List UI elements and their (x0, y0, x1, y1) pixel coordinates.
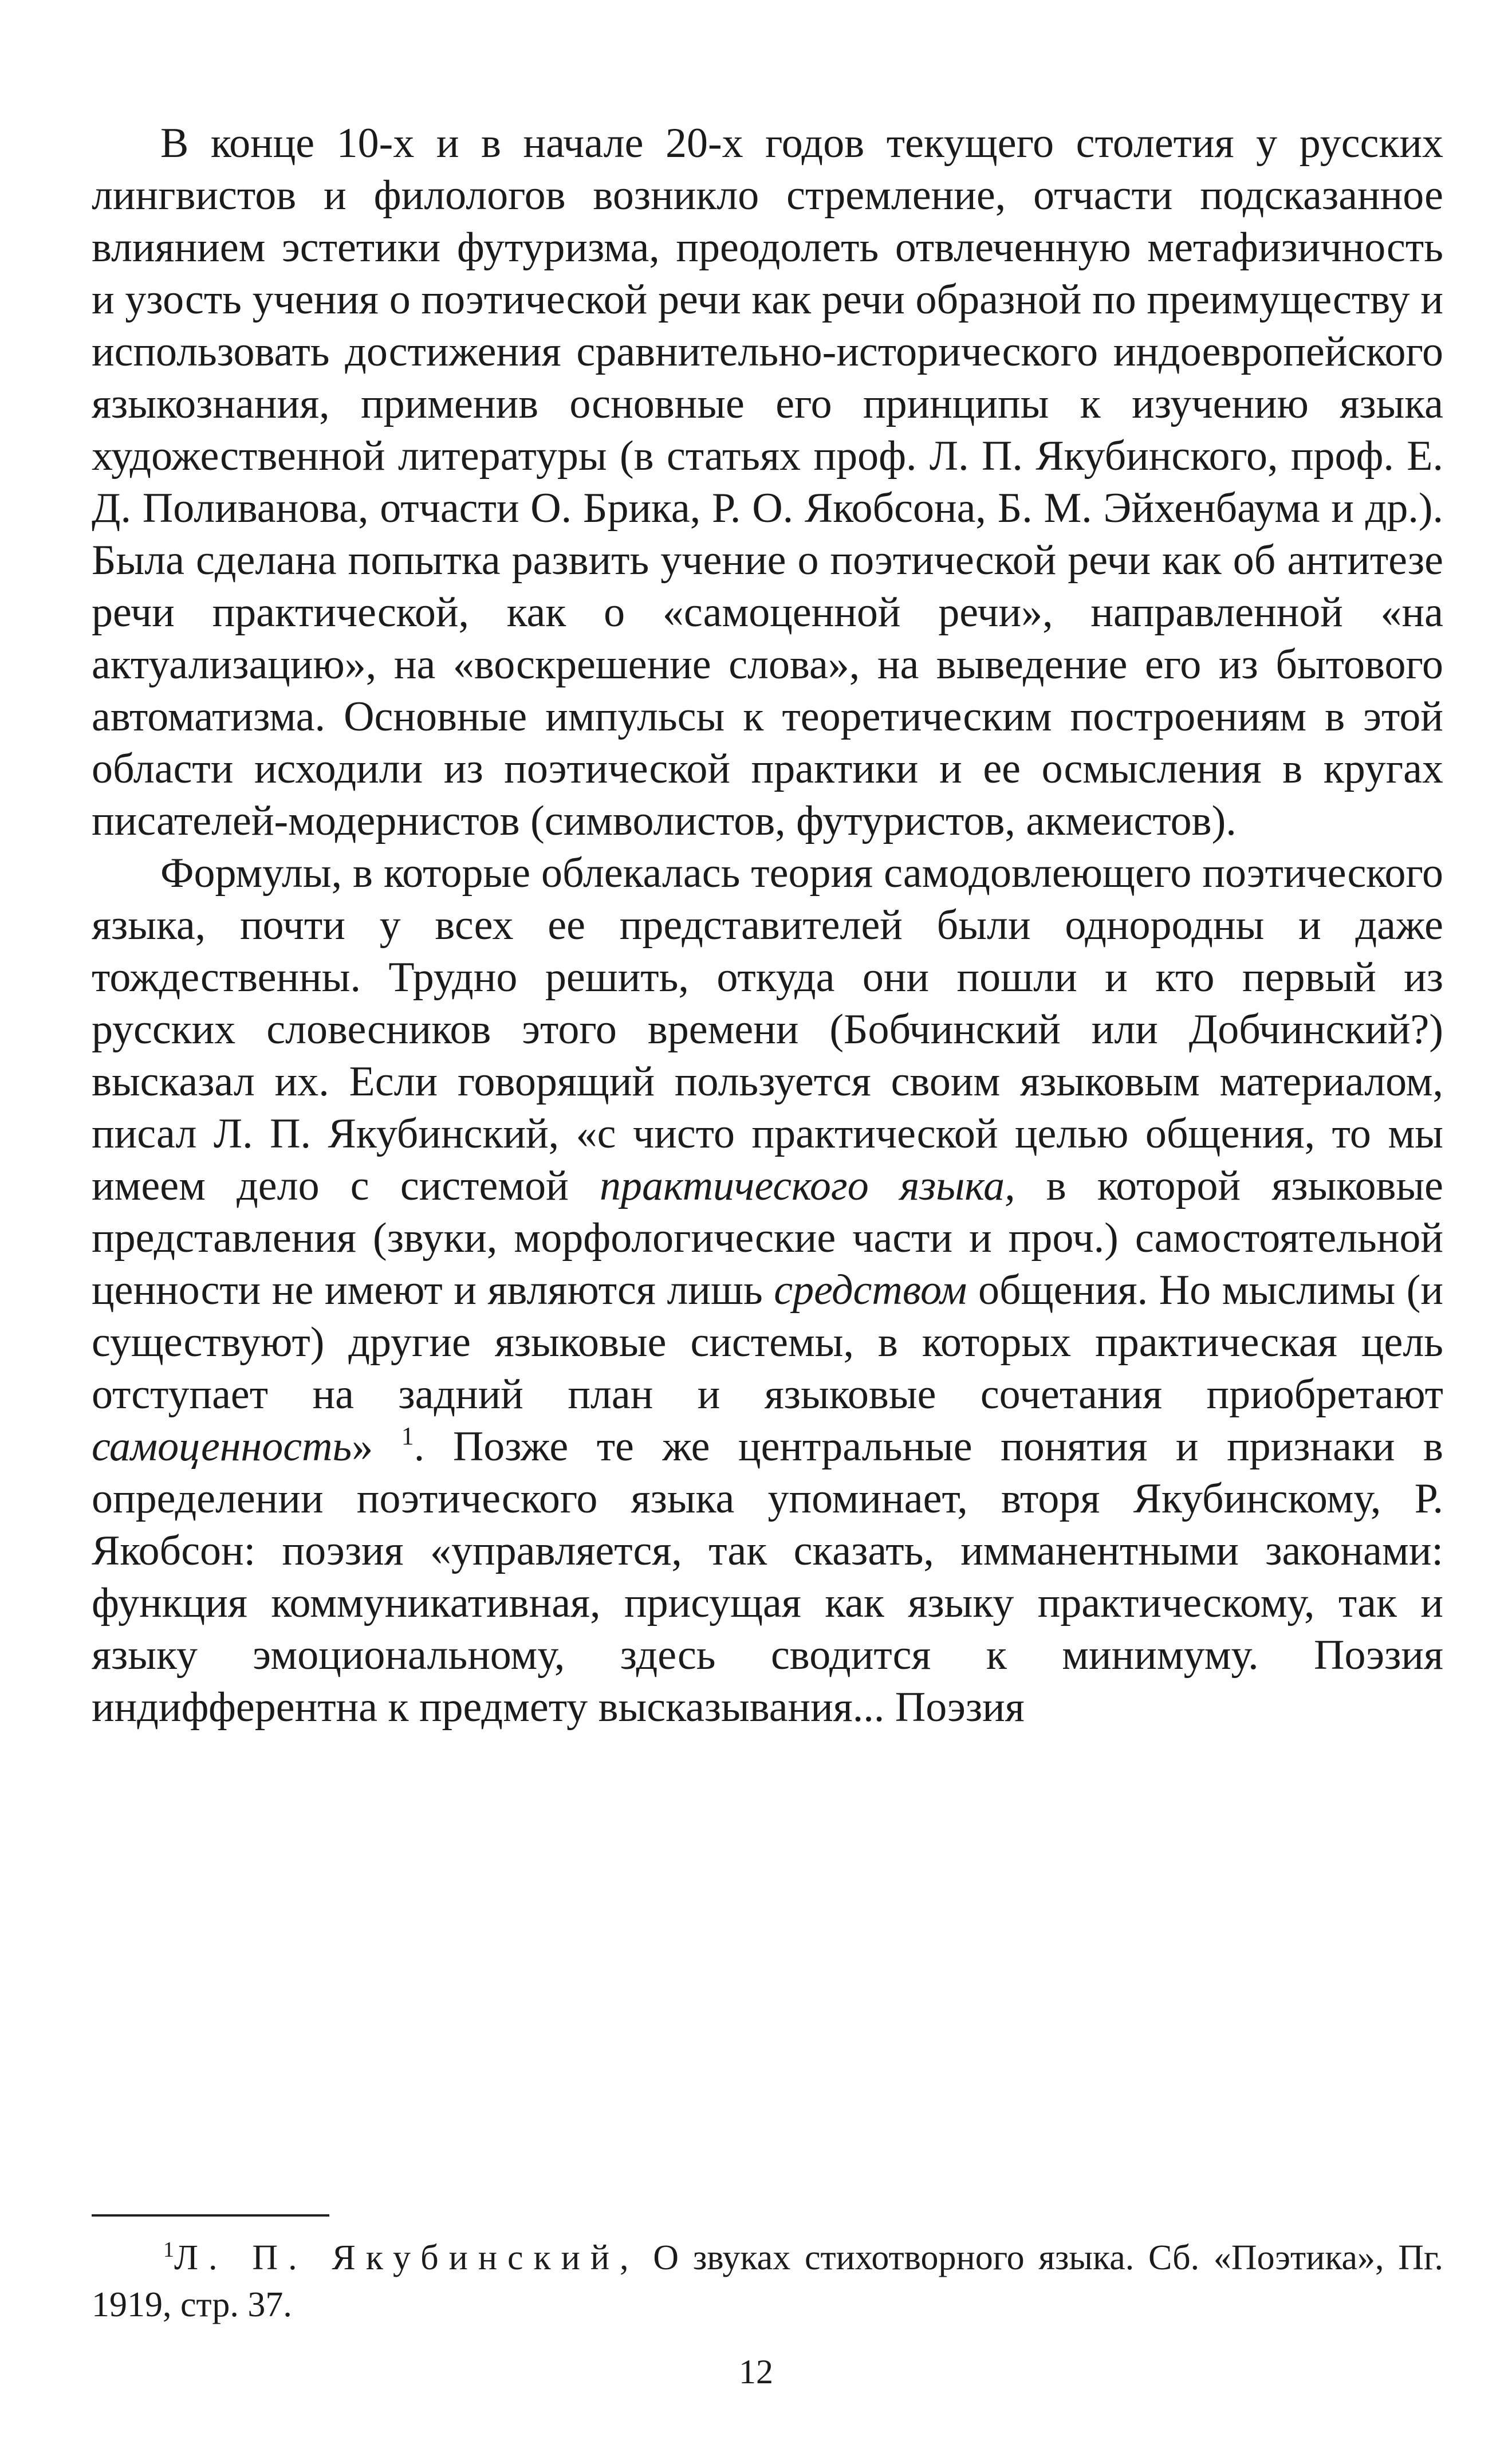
italic-term-means: средством (774, 1267, 967, 1314)
paragraph-2 (92, 847, 1443, 1734)
footnote-text: О звуках стихотворного языка. Сб. «Поэтика», Пг. 1919, стр. 37. (92, 2238, 1443, 2324)
footnote-divider (92, 2214, 329, 2217)
paragraph-2-text-4: . Позже те же центральные понятия и признаки в определении поэтического языка упоминает, вторя Якубинскому, Р. Якобсон: поэзия «управляется, так сказать, имманентными законами: функция коммуникативная, присущая как языку практическому, так и языку эмоциональному, здесь сводится к минимуму. Поэзия индифферентна к предмету высказывания... Поэзия (92, 1423, 1443, 1731)
paragraph-2-quote-close: » (352, 1423, 401, 1470)
page-body (92, 117, 1443, 1734)
italic-term-self-value: самоценность (92, 1423, 352, 1470)
paragraph-2-text-3: общения. Но мыслимы (и существуют) другие языковые системы, в которых практическая цель отступает на задний план и языковые сочетания приобретают (92, 1267, 1443, 1418)
italic-term-practical-language: практического языка, (599, 1162, 1015, 1209)
paragraph-1 (92, 117, 1443, 847)
footnote (92, 2234, 1443, 2328)
paragraph-2-text-2: в которой языковые представления (звуки, морфологические части и проч.) самостоятельной ценности не имеют и являются лишь (92, 1162, 1444, 1314)
page-number: 12 (739, 2353, 773, 2391)
footnote-marker: 1 (163, 2238, 174, 2262)
paragraph-2-text-1: Формулы, в которые облекалась теория самодовлеющего поэтического языка, почти у всех ее представителей были однородны и даже тождественны. Трудно решить, откуда они пошли и кто первый из русских словесников этого времени (Бобчинский или Добчинский?) высказал их. Если говорящий пользуется своим языковым материалом, писал Л. П. Якубинский, «с чисто практической целью общения, то мы имеем дело с системой (92, 850, 1443, 1209)
paragraph-1-text: В конце 10-х и в начале 20-х годов текущего столетия у русских лингвистов и филологов возникло стремление, отчасти подсказанное влиянием эстетики футуризма, преодолеть отвлеченную метафизичность и узость учения о поэтической речи как речи образной по преимуществу и использовать достижения сравнительно-исторического индоевропейского языкознания, применив основные его принципы к изучению языка художественной литературы (в статьях проф. Л. П. Якубинского, проф. Е. Д. Поливанова, отчасти О. Брика, Р. О. Якобсона, Б. М. Эйхенбаума и др.). Была сделана попытка развить учение о поэтической речи как об антитезе речи практической, как о «самоценной речи», направленной «на актуализацию», на «воскрешение слова», на выведение его из бытового автоматизма. Основные импульсы к теоретическим построениям в этой области исходили из поэтической практики и ее осмысления в кругах писателей-модернистов (символистов, футуристов, акмеистов). (92, 120, 1443, 844)
footnote-author: Л. П. Якубинский, (174, 2238, 639, 2277)
footnote-reference: 1 (401, 1422, 414, 1450)
